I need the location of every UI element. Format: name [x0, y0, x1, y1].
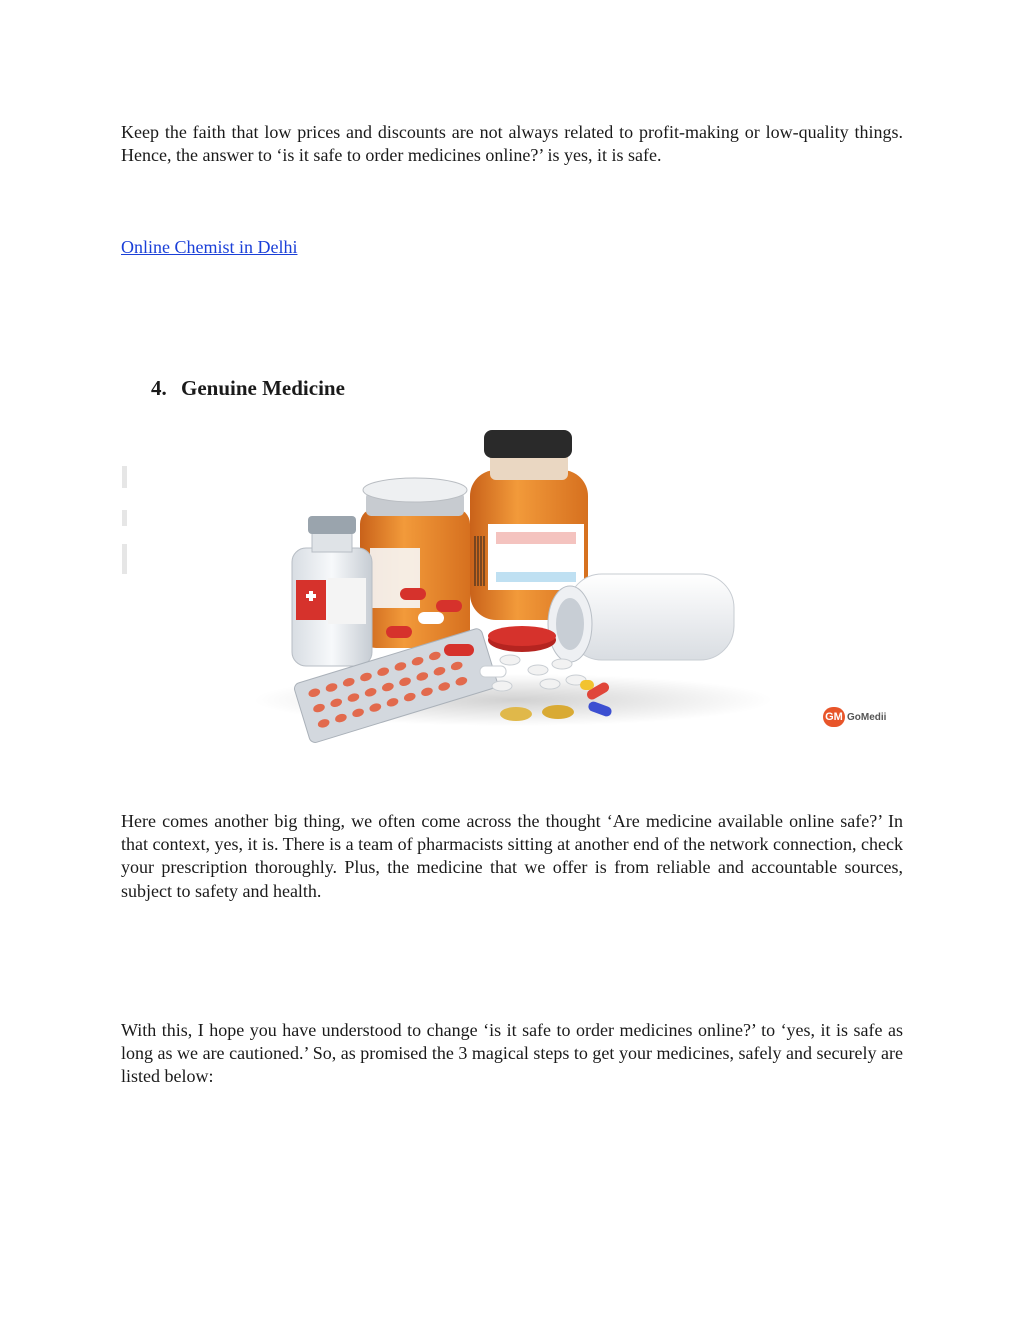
tipped-white-bottle	[548, 574, 734, 662]
genuine-paragraph: Here comes another big thing, we often come across the thought ‘Are medicine available online safe?’ In that context, yes, it is. There is a team of pharmacists sitting at another end of the network connection, check your prescription thoroughly. Plus, the medicine that we offer is from reliable and accountable sources, subject to safety and health.	[121, 811, 903, 901]
intro-paragraph: Keep the faith that low prices and discounts are not always related to profit-making or low-quality things. Hence, the answer to ‘is it safe to order medicines online?’ is yes, it is safe.	[121, 122, 903, 166]
logo-text: GoMedii	[847, 711, 887, 723]
section-title: Genuine Medicine	[181, 376, 345, 400]
closing-paragraph: With this, I hope you have understood to change ‘is it safe to order medicines online?’ to ‘yes, it is safe as long as we are cautioned.’ So, as promised the 3 magical steps to get your medicines, safely and securely are listed below:	[121, 1020, 903, 1087]
medicine-illustration	[118, 418, 908, 748]
online-chemist-link[interactable]: Online Chemist in Delhi	[121, 237, 298, 257]
medium-orange-bottle	[360, 478, 470, 648]
logo-mark: GM	[823, 707, 845, 727]
section-heading	[151, 376, 345, 401]
gomedii-logo	[823, 706, 886, 728]
section-number: 4.	[151, 376, 167, 400]
